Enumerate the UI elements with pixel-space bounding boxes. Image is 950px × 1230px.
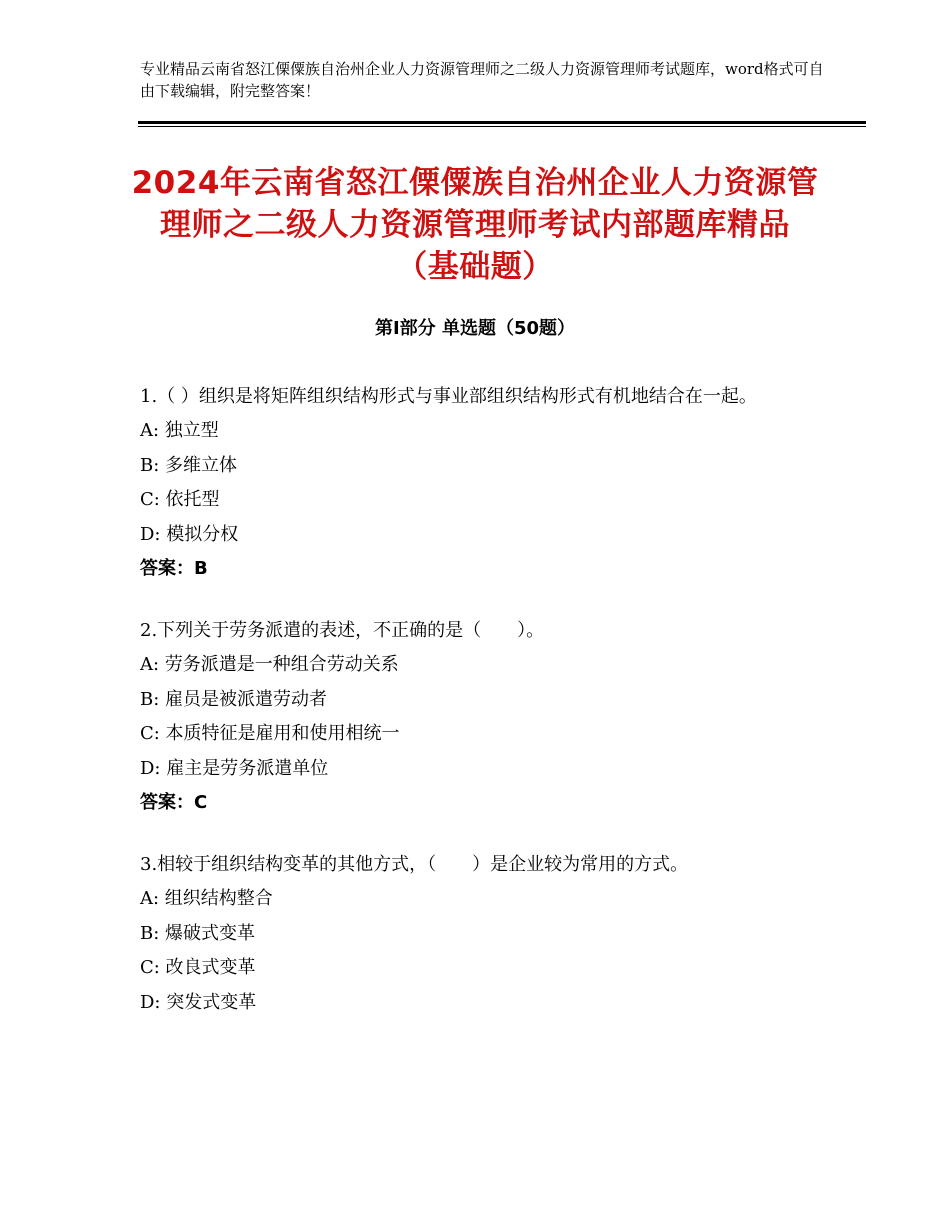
option-d: D: 突发式变革 (140, 991, 257, 1013)
option-c: C: 依托型 (140, 489, 220, 510)
document-title: 2024年云南省怒江傈僳族自治州企业人力资源管理师之二级人力资源管理师考试内部题库精品（基础题） (131, 165, 819, 285)
question-stem: 3.相较于组织结构变革的其他方式，（ ）是企业较为常用的方式。 (140, 854, 689, 875)
answer: 答案：C (140, 792, 208, 813)
option-d: D: 模拟分权 (140, 523, 239, 545)
header-note: 专业精品云南省怒江傈僳族自治州企业人力资源管理师之二级人力资源管理师考试题库，word格式可自由下载编辑，附完整答案！ (140, 60, 824, 100)
question-2 (140, 614, 820, 820)
option-b: B: 多维立体 (140, 454, 238, 476)
option-b: B: 雇员是被派遣劳动者 (140, 688, 328, 710)
option-c: C: 改良式变革 (140, 957, 256, 978)
question-list (140, 380, 820, 1048)
option-d: D: 雇主是劳务派遣单位 (140, 757, 329, 779)
answer: 答案：B (140, 558, 208, 579)
option-c: C: 本质特征是雇用和使用相统一 (140, 723, 400, 744)
option-a: A: 劳务派遣是一种组合劳动关系 (140, 654, 399, 675)
question-1 (140, 380, 820, 586)
header-divider (138, 121, 866, 124)
option-a: A: 独立型 (140, 420, 219, 441)
header-divider-thin (138, 126, 866, 127)
option-a: A: 组织结构整合 (140, 888, 273, 909)
question-stem: 1.（ ）组织是将矩阵组织结构形式与事业部组织结构形式有机地结合在一起。 (140, 386, 757, 407)
question-3 (140, 848, 820, 1020)
option-b: B: 爆破式变革 (140, 922, 256, 944)
section-title: 第Ⅰ部分 单选题（50题） (374, 318, 575, 339)
question-stem: 2.下列关于劳务派遣的表述，不正确的是（ ）。 (140, 620, 545, 641)
